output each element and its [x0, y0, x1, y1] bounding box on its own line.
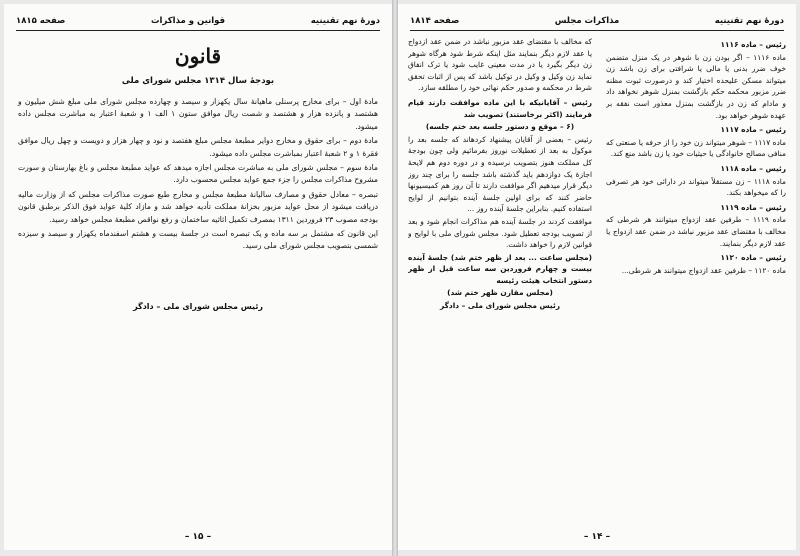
speaker-line: رئیس – ماده ۱۱۱۷	[720, 125, 786, 135]
law-closing: این قانون که مشتمل بر سه ماده و یک تبصره است در جلسهٔ بیست و هشتم اسفندماه یکهزار و سیصد و سیزده شمسی بتصویب مجلس شورای ملی رسید.	[18, 229, 378, 251]
law-article-1: مادهٔ اول – برای مخارج پرسنلی ماهیانهٔ سال یکهزار و سیصد و چهارده مجلس شورای ملی مبلغ شش میلیون و هشتصد و پانزده هزار و هشتصد و شصت ریال موافق ستون ۱ الف ۱ و شعبهٔ اعتبار به مباشرت مجلس داده میشود.	[18, 97, 378, 131]
speaker-signature: رئیس مجلس شورای ملی – دادگر	[440, 301, 560, 311]
session-close-note: (مجلس ساعت ... بعد از ظهر ختم شد) جلسهٔ آینده بیست و چهارم فروردین سه ساعت قبل از ظهر دستور انتخاب هیئت رئیسه	[408, 252, 592, 285]
header-title: مذاکرات مجلس	[554, 16, 620, 26]
article-text: ماده ۱۱۱۸ – زن مستقلاً میتواند در دارائی خود هر تصرفی را که میخواهد بکند.	[606, 176, 786, 198]
article-text: ماده ۱۱۲۰ – طرفین عقد ازدواج میتوانند هر شرطی...	[621, 265, 786, 275]
session-end-line: (مجلس مقارن ظهر ختم شد)	[447, 288, 553, 298]
law-title: قانون	[174, 44, 222, 68]
article-text: موافقت کردند در جلسهٔ آینده هم مذاکرات انجام شود و بعد از تصویب بودجه تعطیل شود. مجلس شورای ملی با لوایح و قوانین لازم را خواهد داشت.	[408, 216, 592, 250]
page-folio: – ۱۴ –	[583, 532, 611, 542]
running-header	[410, 12, 784, 31]
article-text: ماده ۱۱۱۶ – اگر بودن زن با شوهر در یک منزل متضمن خوف ضرر بدنی یا مالی یا شرافتی برای زن باشد زن میتواند مسکن علیحده اختیار کند و درصورت ثبوت مظنه ضرر مزبور محکمه حکم بازگشت بمنزل شوهر نخواهد داد و مادام که زن در بازگشت بمنزل معذور است نفقه بر عهده شوهر خواهد بود.	[606, 52, 786, 120]
text-column-left	[408, 36, 592, 526]
section-heading: (۶ – موقع و دستور جلسه بعد ختم جلسه)	[425, 122, 575, 132]
article-text: رئیس – بعضی از آقایان پیشنهاد کردهاند که جلسه بعد را موکول به بعد از تعطیلات نوروز بفرمائیم ولی چون بودجهٔ کل مملکت هنوز بتصویب نرسیده و در دوره دوم هم لایحهٔ اجازهٔ یک دوازدهم باید گذشته باشد جلسه را برای چند روز دیگر قرار میدهیم اگر موافقت دارند تا آن روز هم کمیسیونها حاضر کنند که برای اولین جلسهٔ آینده بتوانیم از لوایح استفاده کنیم. بنابراین جلسهٔ آینده روز ...	[408, 134, 592, 214]
law-subtitle: بودجهٔ سال ۱۳۱۴ مجلس شورای ملی	[121, 76, 275, 86]
article-text: که مخالف با مقتضای عقد مزبور نباشد در ضمن عقد ازدواج یا عقد لازم دیگر بنمایند مثل اینکه شرط شود هرگاه شوهر زن دیگر بگیرد یا در مدت معینی غایب شود یا ترک انفاق نماید زن وکیل و وکیل در توکیل باشد که پس از اثبات تحقق شرط در محکمه و صدور حکم نهائی خود را مطلقه سازد.	[408, 37, 592, 93]
law-article-3: مادهٔ سوم – مجلس شورای ملی به مباشرت مجلس اجازه میدهد که عواید مطبعهٔ مجلس و باغ بهارستان و سورت مشروح مذاکرات مجلس را جزء جمع عواید مجلس محسوب دارد.	[18, 163, 378, 185]
header-page-number: صفحه ۱۸۱۵	[16, 16, 66, 26]
page-14	[398, 4, 796, 550]
header-session: دورهٔ نهم تقنینیه	[310, 16, 380, 26]
article-text: ماده ۱۱۱۷ – شوهر میتواند زن خود را از حرفه یا صنعتی که منافی مصالح خانوادگی یا حیثیات خود یا زن باشد منع کند.	[606, 137, 786, 159]
page-folio: – ۱۵ –	[184, 532, 212, 542]
header-session: دورهٔ نهم تقنینیه	[714, 16, 784, 26]
law-body	[18, 96, 378, 296]
law-note: تبصره – معادل حقوق و مصارف سالیانهٔ مطبعهٔ مجلس و مخارج طبع صورت مذاکرات مجلس که از وزارت مالیه دریافت میشود از محل عواید مزبور بخزانهٔ مملکت تأدیه خواهد شد و مازاد کلیهٔ عواید فوق الذکر برطبق قانون بودجه مصوب ۲۳ فروردین ۱۳۱۱ بمصرف تکمیل اثاثیه ساختمان و رفع نواقص مطبعهٔ مجلس خواهد رسید.	[18, 189, 378, 224]
speaker-line: رئیس – ماده ۱۱۱۸	[720, 163, 786, 173]
speaker-line: رئیس – آقایانیکه با این ماده موافقت دارند قیام فرمایند (اکثر برخاستند) تصویب شد	[408, 97, 592, 119]
speaker-line: رئیس – ماده ۱۱۱۹	[720, 202, 786, 212]
page-15	[4, 4, 392, 550]
article-text: ماده ۱۱۱۹ – طرفین عقد ازدواج میتوانند هر شرطی که مخالف با مقتضای عقد مزبور نباشد در ضمن عقد ازدواج یا عقد لازم دیگر بنمایند.	[606, 215, 786, 248]
header-page-number: صفحه ۱۸۱۴	[410, 16, 460, 26]
text-column-right	[606, 36, 786, 526]
speaker-line: رئیس – ماده ۱۱۲۰	[720, 253, 786, 263]
speaker-line: رئیس – ماده ۱۱۱۶	[720, 40, 786, 49]
law-article-2: مادهٔ دوم – برای حقوق و مخارج دوایر مطبعهٔ مجلس مبلغ هفتصد و نود و چهار هزار و دویست و چهل ریال موافق فقرهٔ ۱ و ۲ شعبهٔ اعتبار بمباشرت مجلس داده میشود.	[18, 136, 378, 158]
header-title: قوانین و مذاکرات	[150, 16, 226, 26]
law-signature: رئیس مجلس شورای ملی – دادگر	[133, 302, 263, 311]
running-header	[16, 12, 380, 31]
